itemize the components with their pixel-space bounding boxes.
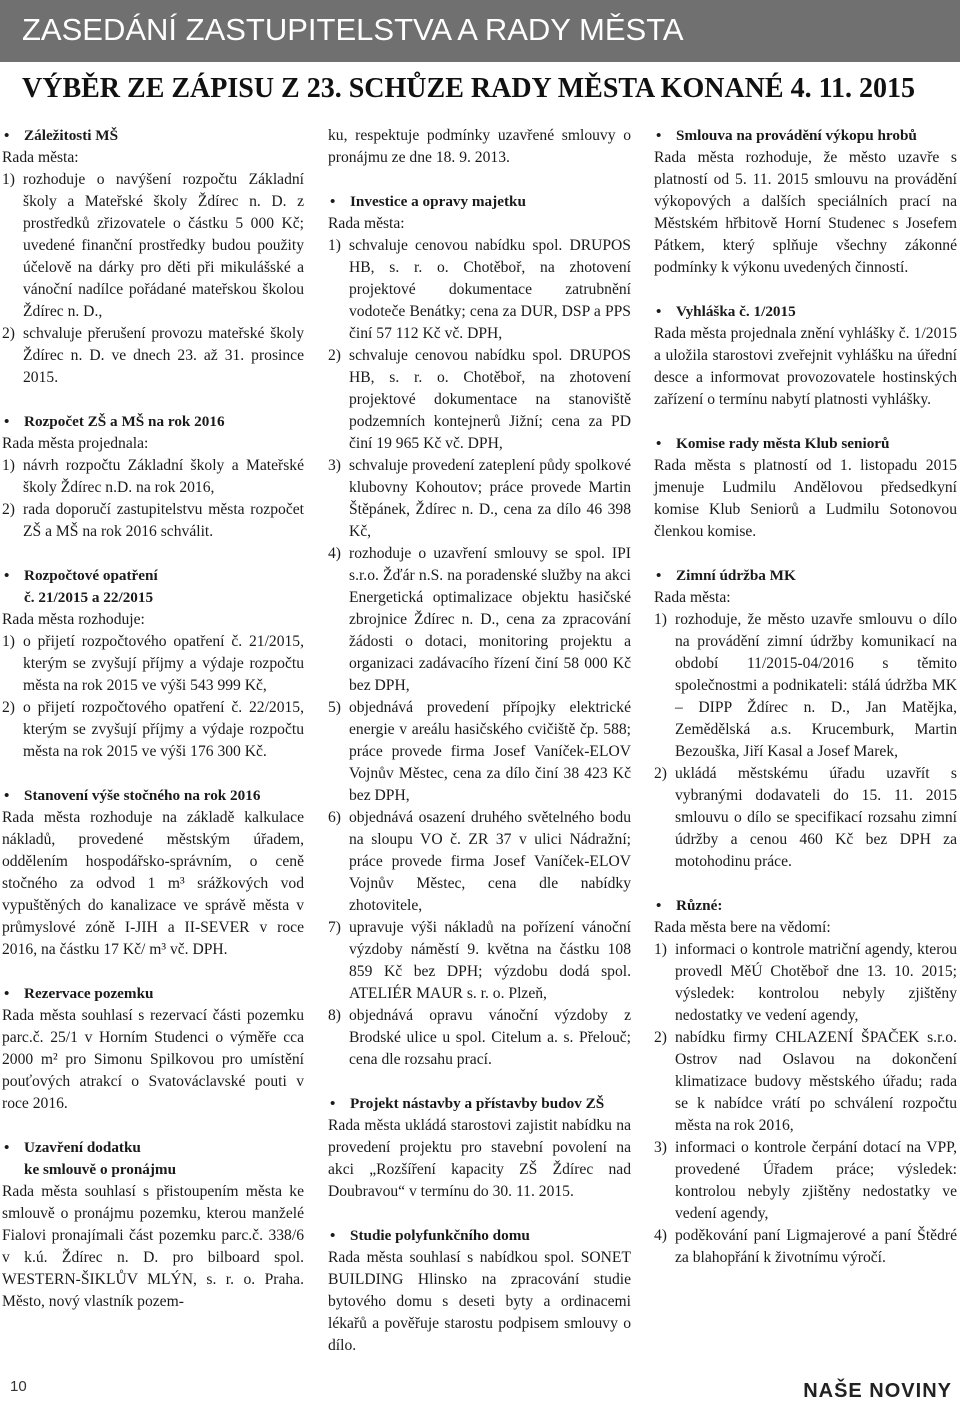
section-heading: • Studie polyfunkčního domu xyxy=(328,1225,631,1247)
page-number: 10 xyxy=(10,1378,27,1395)
list-number: 2) xyxy=(2,501,15,518)
section-heading-continued: č. 21/2015 a 22/2015 xyxy=(24,589,154,606)
list-number: 1) xyxy=(2,633,15,650)
numbered-list xyxy=(2,631,304,763)
section xyxy=(654,301,957,411)
section xyxy=(654,895,957,1269)
section xyxy=(2,785,304,961)
numbered-list xyxy=(328,235,631,1071)
section xyxy=(654,125,957,279)
list-item-text: informaci o kontrole matriční agendy, kterou provedl MěÚ Chotěboř dne 13. 10. 2015; výsledek: kontrolou nebyly zjištěny nedostatky ve vedení agendy, xyxy=(675,941,957,1024)
list-item xyxy=(328,345,631,455)
list-item-text: rada doporučí zastupitelstvu města rozpočet ZŠ a MŠ na rok 2016 schválit. xyxy=(23,501,304,540)
column-2 xyxy=(328,125,631,1379)
list-item-text: návrh rozpočtu Základní školy a Mateřské školy Ždírec n.D. na rok 2016, xyxy=(23,457,304,496)
section-heading-continued: ke smlouvě o pronájmu xyxy=(24,1161,177,1178)
section-heading: • Vyhláška č. 1/2015 xyxy=(654,301,957,323)
list-item-text: poděkování paní Ligmajerové a paní Štědré za blahopřání k životnímu výročí. xyxy=(675,1227,957,1266)
newspaper-logo: NAŠE NOVINY xyxy=(803,1380,952,1402)
list-item-text: o přijetí rozpočtového opatření č. 21/2015, kterým se zvyšují příjmy a výdaje rozpočtu města na rok 2015 ve výši 543 999 Kč, xyxy=(23,633,304,694)
list-number: 2) xyxy=(328,347,341,364)
section-heading: • Záležitosti MŠ xyxy=(2,125,304,147)
list-number: 1) xyxy=(654,941,667,958)
section xyxy=(328,1093,631,1203)
list-item xyxy=(654,609,957,763)
section xyxy=(328,125,631,169)
page-title: ZASEDÁNÍ ZASTUPITELSTVA A RADY MĚSTA xyxy=(22,12,684,47)
list-item-text: rozhoduje, že město uzavře smlouvu o dílo na provádění zimní údržby komunikací na období 11/2015-04/2016 s těmito společnostmi a podnikateli: stálá údržba MK – DIPP Ždírec n. D., Jan Matějka, Zemědělská a.s. Krucemburk, Martin Bezouška, Jiří Kasal a Josef Marek, xyxy=(675,611,957,760)
list-item xyxy=(2,697,304,763)
section-intro: Rada města: xyxy=(2,149,79,166)
list-item xyxy=(654,1027,957,1137)
list-item xyxy=(328,235,631,345)
list-item xyxy=(328,455,631,543)
list-item-text: schvaluje cenovou nabídku spol. DRUPOS HB, s. r. o. Chotěboř, na zhotovení projektové dokumentace zatrubnění vodoteče Benátky; cena za DUR, DSP a PPS činí 57 112 Kč vč. DPH, xyxy=(349,237,631,342)
title-banner xyxy=(0,0,960,62)
list-item-text: objednává opravu vánoční výzdoby z Brodské ulice u spol. Citelum a. s. Přelouč; cena dle rozsahu prací. xyxy=(349,1007,631,1068)
section-text: Rada města ukládá starostovi zajistit nabídku na provedení projektu pro stavební povolení na akci „Rozšíření kapacity ZŠ Ždírec nad Doubravou“ v termínu do 30. 11. 2015. xyxy=(328,1117,631,1200)
list-number: 7) xyxy=(328,919,341,936)
list-item-text: schvaluje přerušení provozu mateřské školy Ždírec n. D. ve dnech 23. až 31. prosince 2015. xyxy=(23,325,304,386)
list-number: 2) xyxy=(2,325,15,342)
column-1 xyxy=(2,125,304,1335)
section-intro: Rada města: xyxy=(328,215,405,232)
column-3 xyxy=(654,125,957,1291)
list-item-text: o přijetí rozpočtového opatření č. 22/2015, kterým se zvyšují příjmy a výdaje rozpočtu města na rok 2015 ve výši 176 300 Kč. xyxy=(23,699,304,760)
section-text: Rada města rozhoduje na základě kalkulace nákladů, provedené městským úřadem, oddělením hospodářsko-správním, o ceně stočného za odvod 1 m³ srážkových vod vypuštěných do kanalizace ve správě města v průmyslové zóně I-JIH a II-SEVER v roce 2016, na částku 17 Kč/ m³ vč. DPH. xyxy=(2,809,304,958)
section-heading: • Zimní údržba MK xyxy=(654,565,957,587)
list-number: 3) xyxy=(654,1139,667,1156)
list-item xyxy=(2,455,304,499)
list-item-text: objednává osazení druhého světelného bodu na sloupu VO č. ZR 37 v ulici Nádražní; práce provede firma Josef Vaníček-ELOV Vojnův Městec, cena dle nabídky zhotovitele, xyxy=(349,809,631,914)
numbered-list xyxy=(654,609,957,873)
section-intro: Rada města bere na vědomí: xyxy=(654,919,831,936)
section xyxy=(328,1225,631,1357)
list-item xyxy=(328,917,631,1005)
section-text: Rada města s platností od 1. listopadu 2015 jmenuje Ludmilu Andělovou předsedkyní komise Klub Seniorů a Ludmilu Sotonovou členkou komise. xyxy=(654,457,957,540)
section xyxy=(2,125,304,389)
numbered-list xyxy=(654,939,957,1269)
section-intro: Rada města projednala: xyxy=(2,435,149,452)
section-heading: • Rozpočet ZŠ a MŠ na rok 2016 xyxy=(2,411,304,433)
list-item-text: schvaluje cenovou nabídku spol. DRUPOS HB, s. r. o. Chotěboř, na zhotovení projektové dokumentace na stanoviště podzemních kontejnerů Jižní; cena za PD činí 19 965 Kč vč. DPH, xyxy=(349,347,631,452)
section-text: Rada města projednala znění vyhlášky č. 1/2015 a uložila starostovi zveřejnit vyhlášku na úřední desce a informovat provozovatele hostinských zařízení o termínu nabytí platnosti vyhlášky. xyxy=(654,325,957,408)
section-heading: • Uzavření dodatku xyxy=(2,1137,304,1159)
list-item xyxy=(2,499,304,543)
list-number: 1) xyxy=(328,237,341,254)
section xyxy=(2,411,304,543)
section-text: Rada města souhlasí s nabídkou spol. SONET BUILDING Hlinsko na zpracování studie bytového domu s deseti byty a ordinacemi lékařů a pověřuje starostu podpisem smlouvy o dílo. xyxy=(328,1249,631,1354)
list-item xyxy=(654,1137,957,1225)
list-number: 4) xyxy=(328,545,341,562)
list-number: 2) xyxy=(654,765,667,782)
section-heading: • Investice a opravy majetku xyxy=(328,191,631,213)
numbered-list xyxy=(2,455,304,543)
section-intro: Rada města: xyxy=(654,589,731,606)
section xyxy=(2,565,304,763)
list-item xyxy=(2,169,304,323)
list-item-text: upravuje výši nákladů na pořízení vánoční výzdoby náměstí 9. května na částku 108 859 Kč bez DPH; výzdobu dodá spol. ATELIÉR MAUR s. r. o. Plzeň, xyxy=(349,919,631,1002)
section-heading: • Komise rady města Klub seniorů xyxy=(654,433,957,455)
list-item xyxy=(2,631,304,697)
section xyxy=(2,983,304,1115)
list-number: 1) xyxy=(654,611,667,628)
list-item xyxy=(2,323,304,389)
list-number: 6) xyxy=(328,809,341,826)
section-heading: • Rezervace pozemku xyxy=(2,983,304,1005)
numbered-list xyxy=(2,169,304,389)
list-item-text: informaci o kontrole čerpání dotací na VPP, provedené Úřadem práce; výsledek: kontrolou nebyly zjištěny nedostatky ve vedení agendy, xyxy=(675,1139,957,1222)
list-item-text: ukládá městskému úřadu uzavřít s vybranými dodavateli do 15. 11. 2015 smlouvu o dílo se specifikací rozsahu zimní údržby a cenou 460 Kč bez DPH za motohodinu práce. xyxy=(675,765,957,870)
list-number: 2) xyxy=(654,1029,667,1046)
section xyxy=(654,565,957,873)
section xyxy=(328,191,631,1071)
section-text: ku, respektuje podmínky uzavřené smlouvy o pronájmu ze dne 18. 9. 2013. xyxy=(328,127,631,166)
list-number: 1) xyxy=(2,457,15,474)
section-text: Rada města rozhoduje, že město uzavře s platností od 5. 11. 2015 smlouvu na provádění výkopových a dalších speciálních prací na Městském hřbitově Horní Studenec s Josefem Pátkem, který splňuje všechny zákonné podmínky k výkonu uvedených činností. xyxy=(654,149,957,276)
page-subtitle: VÝBĚR ZE ZÁPISU Z 23. SCHŮZE RADY MĚSTA KONANÉ 4. 11. 2015 xyxy=(22,73,916,104)
list-number: 3) xyxy=(328,457,341,474)
section-heading: • Různé: xyxy=(654,895,957,917)
section xyxy=(2,1137,304,1313)
list-item xyxy=(328,543,631,697)
list-item xyxy=(654,939,957,1027)
list-item-text: rozhoduje o navýšení rozpočtu Základní školy a Mateřské školy Ždírec n. D. z prostředků zřizovatele o částku 5 000 Kč; uvedené finanční prostředky budou použity účelově na dárky pro děti při mikulášské a vánoční nadílce pořádané mateřskou školou Ždírec n. D., xyxy=(23,171,304,320)
list-number: 1) xyxy=(2,171,15,188)
list-number: 2) xyxy=(2,699,15,716)
section-heading: • Stanovení výše stočného na rok 2016 xyxy=(2,785,304,807)
list-item xyxy=(328,807,631,917)
list-item-text: rozhoduje o uzavření smlouvy se spol. IPI s.r.o. Žďár n.S. na poradenské služby na akci Energetická optimalizace objektu hasičské zbrojnice Ždírec n. D., cena za zpracování žádosti o dotaci, monitoring projektu a organizaci zadávacího řízení činí 58 000 Kč bez DPH, xyxy=(349,545,631,694)
list-item xyxy=(328,697,631,807)
section-text: Rada města souhlasí s rezervací části pozemku parc.č. 25/1 v Horním Studenci o výměře cca 2000 m² pro Simonu Spilkovou pro umístění pouťových atrakcí o Svatováclavské pouti v roce 2016. xyxy=(2,1007,304,1112)
section-heading: • Smlouva na provádění výkopu hrobů xyxy=(654,125,957,147)
section xyxy=(654,433,957,543)
section-heading: • Rozpočtové opatření xyxy=(2,565,304,587)
list-number: 4) xyxy=(654,1227,667,1244)
section-text: Rada města souhlasí s přistoupením města ke smlouvě o pronájmu pozemku, kterou manželé Fialovi pronajímali část pozemku parc.č. 338/6 v k.ú. Ždírec n. D. pro bilboard spol. WESTERN-ŠIKLŮV MLÝN, s. r. o. Praha. Město, nový vlastník pozem- xyxy=(2,1183,304,1310)
list-number: 8) xyxy=(328,1007,341,1024)
list-item-text: objednává provedení přípojky elektrické energie v areálu hasičského cvičiště čp. 588; práce provede firma Josef Vaníček-ELOV Vojnův Městec, cena za dílo činí 38 423 Kč bez DPH, xyxy=(349,699,631,804)
list-item-text: nabídku firmy CHLAZENÍ ŠPAČEK s.r.o. Ostrov nad Oslavou na dokončení klimatizace budovy městského úřadu; rada se k nabídce vrátí po schválení rozpočtu města na rok 2016, xyxy=(675,1029,957,1134)
list-item xyxy=(654,1225,957,1269)
list-item xyxy=(328,1005,631,1071)
section-intro: Rada města rozhoduje: xyxy=(2,611,145,628)
list-item xyxy=(654,763,957,873)
list-number: 5) xyxy=(328,699,341,716)
list-item-text: schvaluje provedení zateplení půdy spolkové klubovny Kohoutov; práce provede Martin Štěpánek, Ždírec n. D., cena za dílo 46 398 Kč, xyxy=(349,457,631,540)
section-heading: • Projekt nástavby a přístavby budov ZŠ xyxy=(328,1093,631,1115)
